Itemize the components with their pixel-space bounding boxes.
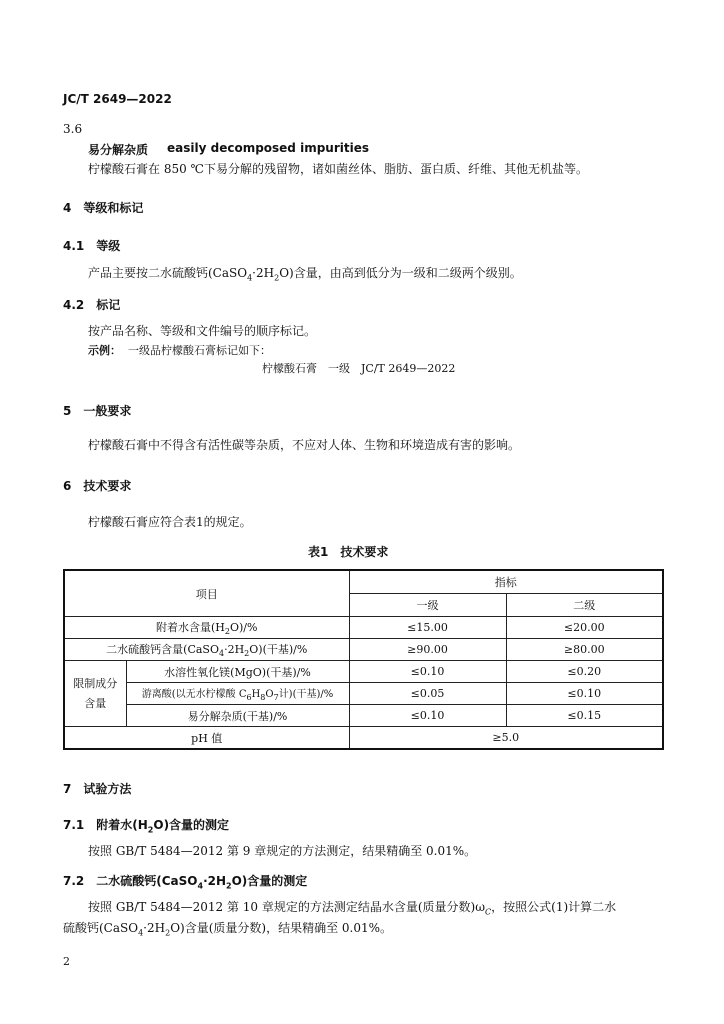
section-heading: 4.2 标记 <box>63 298 121 312</box>
section-heading: 6 技术要求 <box>63 479 132 493</box>
table-row: pH 值 ≥5.0 <box>64 727 663 750</box>
spec-table <box>63 569 664 750</box>
header-item: 项目 <box>64 570 349 617</box>
table-caption: 表1 技术要求 <box>308 545 389 559</box>
example: 示例： 一级品柠檬酸石膏标记如下： <box>88 344 271 357</box>
section-heading: 7 试验方法 <box>63 782 132 796</box>
header-index: 指标 <box>349 570 663 594</box>
header-grade1: 一级 <box>349 594 506 617</box>
term-chinese: 易分解杂质 <box>88 143 149 157</box>
page-number: 2 <box>63 955 70 968</box>
section-heading: 5 一般要求 <box>63 404 132 418</box>
paragraph: 柠檬酸石膏应符合表1的规定。 <box>88 515 252 529</box>
term-definition: 柠檬酸石膏在 850 ℃下易分解的残留物，诸如菌丝体、脂肪、蛋白质、纤维、其他无机盐等。 <box>88 162 588 176</box>
table-row: 游离酸(以无水柠檬酸 $C_6H_8O_7$计)(干基)/% ≤0.05 ≤0.10 <box>64 683 663 705</box>
paragraph: 柠檬酸石膏中不得含有活性碳等杂质，不应对人体、生物和环境造成有害的影响。 <box>88 438 521 452</box>
paragraph: 按产品名称、等级和文件编号的顺序标记。 <box>88 324 317 338</box>
paragraph-continuation: 硫酸钙$(CaSO_4\cdot 2H_2O)$含量(质量分数)，结果精确至 0.01%。 <box>63 921 393 938</box>
table-row: 易分解杂质(干基)/% ≤0.10 ≤0.15 <box>64 705 663 727</box>
table-row: 限制成分 含量 水溶性氧化镁(MgO)(干基)/% ≤0.10 ≤0.20 <box>64 661 663 683</box>
section-heading: 7.2 二水硫酸钙$(CaSO_4\cdot 2H_2O)$含量的测定 <box>63 874 308 891</box>
paragraph: 产品主要按二水硫酸钙$(CaSO_4\cdot 2H_2O)$含量，由高到低分为一级和二级两个级别。 <box>88 266 522 283</box>
section-heading: 4.1 等级 <box>63 239 121 253</box>
paragraph: 按照 GB/T 5484—2012 第 9 章规定的方法测定，结果精确至 0.01%。 <box>88 844 477 858</box>
document-id: JC/T 2649—2022 <box>63 92 172 106</box>
limit-group-label: 限制成分 含量 <box>64 661 126 727</box>
paragraph: 按照 GB/T 5484—2012 第 10 章规定的方法测定结晶水含量(质量分数)$\omega_C$，按照公式(1)计算二水 <box>88 900 617 917</box>
term-english: easily decomposed impurities <box>167 141 369 155</box>
example-mark: 柠檬酸石膏 一级 JC/T 2649—2022 <box>262 362 456 375</box>
section-heading: 7.1 附着水$(H_2O)$含量的测定 <box>63 818 230 835</box>
header-grade2: 二级 <box>506 594 663 617</box>
section-heading: 4 等级和标记 <box>63 201 144 215</box>
table-row: 二水硫酸钙含量$(CaSO_4\cdot 2H_2O)$(干基)/% ≥90.00 ≥80.00 <box>64 639 663 661</box>
table-row: 附着水含量$(H_2O)/\%$ ≤15.00 ≤20.00 <box>64 617 663 639</box>
section-number: 3.6 <box>63 122 83 136</box>
